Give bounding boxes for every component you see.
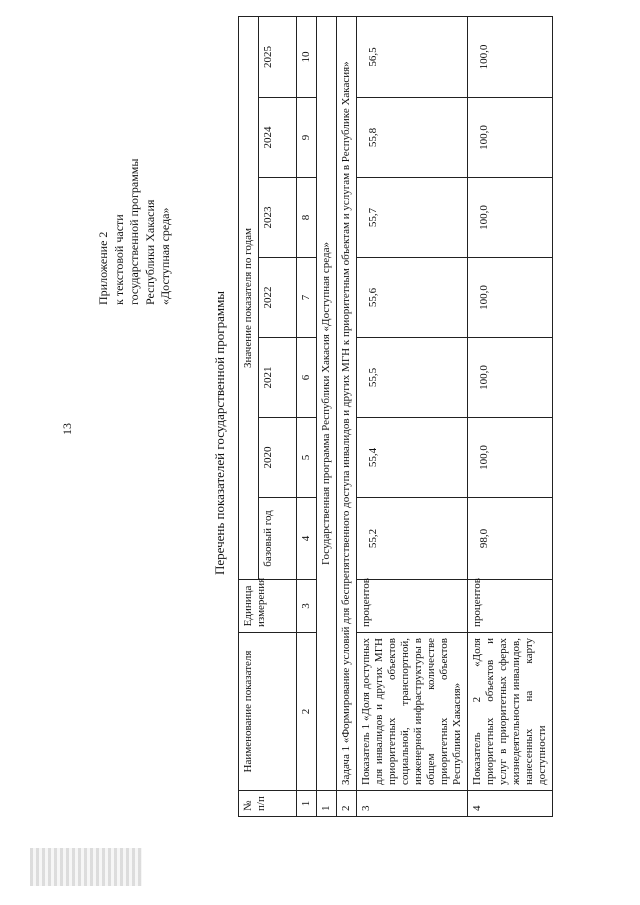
index-cell: 7 — [297, 258, 317, 338]
value-cell: 100,0 — [468, 418, 553, 498]
value-cell: 55,2 — [357, 498, 468, 580]
indicator-unit: процентов — [357, 580, 468, 633]
value-cell: 56,5 — [357, 17, 468, 98]
index-cell: 8 — [297, 178, 317, 258]
program-title: Государственная программа Республики Хакасия «Доступная среда» — [317, 17, 337, 791]
table-row — [468, 17, 553, 817]
value-cell: 55,4 — [357, 418, 468, 498]
column-index-row — [297, 17, 317, 817]
table-row — [357, 17, 468, 817]
document-title: Перечень показателей государственной программы — [212, 290, 227, 575]
appendix-line: «Доступная среда» — [158, 207, 172, 305]
year-header: 2022 — [259, 258, 297, 338]
year-header: 2024 — [259, 98, 297, 178]
value-cell: 100,0 — [468, 258, 553, 338]
index-cell: 3 — [297, 580, 317, 633]
value-cell: 55,6 — [357, 258, 468, 338]
index-cell: 10 — [297, 17, 317, 98]
value-cell: 100,0 — [468, 17, 553, 98]
indicators-table — [238, 16, 553, 817]
stamp-mark — [30, 848, 142, 886]
indicator-unit: процентов — [468, 580, 553, 633]
appendix-note — [96, 159, 174, 305]
value-cell: 98,0 — [468, 498, 553, 580]
task-title: Задача 1 «Формирование условий для беспрепятственного доступа инвалидов и других МГН к приоритетным объектам и услугам в Республике Хакасия» — [337, 17, 357, 791]
col-unit-header: Единица измерения — [239, 580, 297, 633]
indicator-name: Показатель 2 «Доля приоритетных объектов и услуг в приоритетных сферах жизнедеятельности инвалидов, нанесенных на карту доступности — [468, 633, 553, 791]
value-cell: 55,8 — [357, 98, 468, 178]
index-cell: 5 — [297, 418, 317, 498]
program-row — [317, 17, 337, 817]
year-header: 2025 — [259, 17, 297, 98]
year-header: 2020 — [259, 418, 297, 498]
year-header: 2023 — [259, 178, 297, 258]
year-header: 2021 — [259, 338, 297, 418]
value-cell: 55,7 — [357, 178, 468, 258]
appendix-line: Приложение 2 — [96, 231, 110, 305]
index-cell: 2 — [297, 633, 317, 791]
indicator-name: Показатель 1 «Доля доступных для инвалидов и других МГН приоритетных объектов социальной, транспортной, инженерной инфраструктуры в общем количестве приоритетных объектов Республики Хакасия» — [357, 633, 468, 791]
row-num: 1 — [317, 791, 337, 817]
index-cell: 6 — [297, 338, 317, 418]
index-cell: 1 — [297, 791, 317, 817]
index-cell: 9 — [297, 98, 317, 178]
appendix-line: государственной программы — [127, 158, 141, 305]
year-header: базовый год — [259, 498, 297, 580]
value-cell: 100,0 — [468, 98, 553, 178]
index-cell: 4 — [297, 498, 317, 580]
col-num-header: № п/п — [239, 791, 297, 817]
value-cell: 55,5 — [357, 338, 468, 418]
appendix-line: к текстовой части — [111, 214, 126, 305]
row-num: 4 — [468, 791, 553, 817]
values-group-header: Значение показателя по годам — [239, 17, 259, 580]
header-row — [239, 17, 259, 817]
row-num: 3 — [357, 791, 468, 817]
page-number: 13 — [60, 423, 74, 435]
appendix-line: Республики Хакасия — [142, 199, 157, 305]
task-row — [337, 17, 357, 817]
value-cell: 100,0 — [468, 178, 553, 258]
row-num: 2 — [337, 791, 357, 817]
col-name-header: Наименование показателя — [239, 633, 297, 791]
value-cell: 100,0 — [468, 338, 553, 418]
